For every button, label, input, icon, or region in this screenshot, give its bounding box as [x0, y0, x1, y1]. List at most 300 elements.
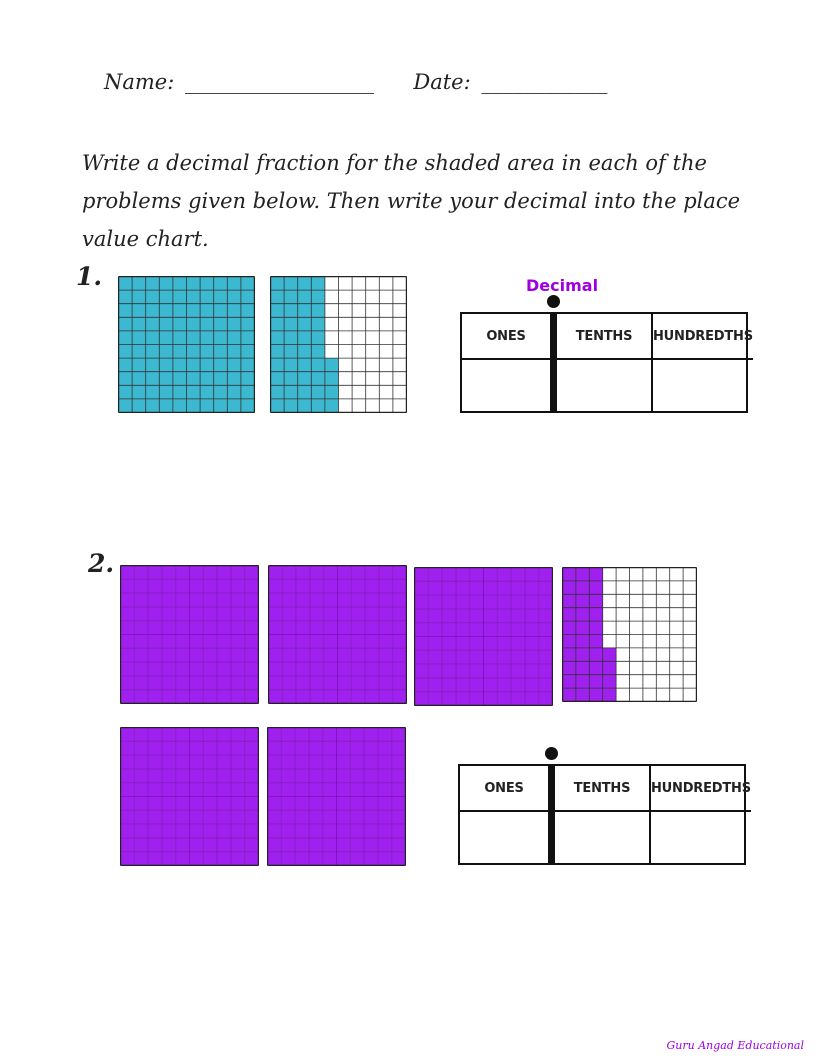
shaded-square: [365, 579, 379, 593]
shaded-square: [323, 838, 337, 852]
shaded-square: [203, 824, 217, 838]
shaded-square: [310, 676, 324, 690]
shaded-square: [442, 568, 456, 582]
shaded-square: [589, 568, 602, 581]
shaded-square: [323, 810, 337, 824]
shaded-square: [271, 345, 285, 359]
shaded-square: [511, 637, 525, 651]
shaded-square: [393, 593, 407, 607]
shaded-square: [214, 290, 228, 304]
shaded-square: [268, 824, 282, 838]
shaded-square: [162, 690, 176, 704]
shaded-square: [311, 385, 325, 399]
shaded-square: [497, 623, 511, 637]
shaded-square: [428, 623, 442, 637]
shaded-square: [351, 607, 365, 621]
shaded-square: [442, 637, 456, 651]
shaded-square: [134, 824, 148, 838]
shaded-square: [324, 579, 338, 593]
decimal-label: Decimal: [526, 276, 599, 295]
shaded-square: [148, 852, 162, 866]
shaded-square: [456, 664, 470, 678]
shaded-square: [442, 678, 456, 692]
shaded-square: [176, 593, 190, 607]
shaded-square: [309, 755, 323, 769]
shaded-square: [589, 688, 602, 701]
shaded-square: [364, 783, 378, 797]
shaded-square: [176, 566, 190, 580]
shaded-square: [241, 358, 255, 372]
shaded-square: [162, 810, 176, 824]
hundredths-answer-cell[interactable]: [653, 358, 753, 411]
shaded-square: [231, 783, 245, 797]
shaded-square: [497, 595, 511, 609]
shaded-square: [121, 635, 135, 649]
shaded-square: [241, 399, 255, 413]
shaded-square: [589, 635, 602, 648]
shaded-square: [173, 290, 187, 304]
shaded-square: [214, 399, 228, 413]
shaded-square: [325, 372, 339, 386]
shaded-square: [119, 290, 133, 304]
shaded-square: [269, 621, 283, 635]
shaded-square: [603, 688, 616, 701]
shaded-square: [217, 621, 231, 635]
shaded-square: [309, 838, 323, 852]
shaded-square: [200, 345, 214, 359]
shaded-square: [231, 621, 245, 635]
shaded-square: [309, 810, 323, 824]
shaded-square: [563, 635, 576, 648]
shaded-square: [350, 755, 364, 769]
shaded-square: [227, 277, 241, 291]
shaded-square: [271, 358, 285, 372]
shaded-square: [200, 277, 214, 291]
shaded-square: [245, 769, 259, 783]
shaded-square: [379, 566, 393, 580]
shaded-square: [176, 579, 190, 593]
hundred-grid-svg: [270, 276, 407, 413]
shaded-square: [134, 648, 148, 662]
shaded-square: [121, 662, 135, 676]
shaded-square: [563, 675, 576, 688]
shaded-square: [176, 690, 190, 704]
shaded-square: [134, 676, 148, 690]
shaded-square: [470, 678, 484, 692]
shaded-square: [203, 741, 217, 755]
date-blank[interactable]: ____________: [481, 70, 608, 94]
shaded-square: [324, 648, 338, 662]
shaded-square: [241, 290, 255, 304]
shaded-square: [121, 810, 135, 824]
shaded-square: [173, 317, 187, 331]
shaded-square: [214, 345, 228, 359]
shaded-square: [350, 797, 364, 811]
shaded-square: [187, 345, 201, 359]
shaded-square: [379, 662, 393, 676]
shaded-square: [378, 741, 392, 755]
shaded-square: [148, 769, 162, 783]
shaded-square: [203, 755, 217, 769]
shaded-square: [281, 852, 295, 866]
shaded-square: [217, 566, 231, 580]
shaded-square: [337, 783, 351, 797]
shaded-square: [525, 623, 539, 637]
shaded-square: [119, 317, 133, 331]
shaded-square: [350, 810, 364, 824]
shaded-square: [310, 621, 324, 635]
shaded-square: [484, 568, 498, 582]
shaded-square: [268, 755, 282, 769]
shaded-square: [173, 304, 187, 318]
shaded-square: [176, 852, 190, 866]
shaded-square: [187, 385, 201, 399]
tenths-header: TENTHS: [557, 314, 653, 358]
shaded-square: [415, 650, 429, 664]
shaded-square: [119, 372, 133, 386]
shaded-square: [148, 593, 162, 607]
shaded-square: [173, 385, 187, 399]
shaded-square: [281, 838, 295, 852]
shaded-square: [245, 755, 259, 769]
shaded-square: [245, 838, 259, 852]
shaded-square: [337, 838, 351, 852]
shaded-square: [379, 621, 393, 635]
shaded-square: [214, 372, 228, 386]
shaded-square: [132, 358, 146, 372]
shaded-square: [282, 621, 296, 635]
shaded-square: [231, 579, 245, 593]
shaded-square: [245, 852, 259, 866]
shaded-square: [281, 741, 295, 755]
shaded-square: [162, 755, 176, 769]
name-date-line: [104, 70, 611, 94]
shaded-square: [203, 566, 217, 580]
shaded-square: [325, 399, 339, 413]
shaded-square: [200, 385, 214, 399]
shaded-square: [203, 621, 217, 635]
shaded-square: [364, 755, 378, 769]
shaded-square: [603, 648, 616, 661]
shaded-square: [295, 769, 309, 783]
shaded-square: [484, 609, 498, 623]
shaded-square: [589, 594, 602, 607]
tenths-answer-cell[interactable]: [555, 810, 651, 863]
shaded-square: [298, 358, 312, 372]
shaded-square: [176, 810, 190, 824]
shaded-square: [269, 566, 283, 580]
shaded-square: [296, 662, 310, 676]
shaded-square: [146, 372, 160, 386]
shaded-square: [337, 824, 351, 838]
shaded-square: [295, 755, 309, 769]
shaded-square: [227, 399, 241, 413]
shaded-square: [309, 824, 323, 838]
decimal-point-icon: [547, 295, 560, 308]
shaded-square: [231, 690, 245, 704]
ones-answer-cell[interactable]: [460, 810, 548, 863]
shaded-square: [148, 728, 162, 742]
shaded-square: [365, 676, 379, 690]
shaded-square: [393, 621, 407, 635]
shaded-square: [284, 304, 298, 318]
shaded-square: [203, 579, 217, 593]
decimal-divider: [550, 314, 557, 358]
hundredths-header: HUNDREDTHS: [653, 328, 753, 344]
shaded-square: [456, 637, 470, 651]
shaded-square: [281, 755, 295, 769]
shaded-square: [589, 581, 602, 594]
shaded-square: [231, 566, 245, 580]
shaded-square: [484, 581, 498, 595]
shaded-square: [245, 579, 259, 593]
shaded-square: [378, 824, 392, 838]
shaded-square: [187, 317, 201, 331]
shaded-square: [378, 755, 392, 769]
shaded-square: [456, 678, 470, 692]
shaded-square: [284, 399, 298, 413]
shaded-square: [525, 650, 539, 664]
shaded-square: [203, 676, 217, 690]
shaded-square: [271, 290, 285, 304]
shaded-square: [203, 593, 217, 607]
shaded-square: [563, 568, 576, 581]
shaded-square: [298, 304, 312, 318]
shaded-square: [173, 331, 187, 345]
shaded-square: [539, 568, 553, 582]
shaded-square: [269, 593, 283, 607]
shaded-square: [217, 797, 231, 811]
shaded-square: [378, 728, 392, 742]
shaded-square: [309, 769, 323, 783]
shaded-square: [311, 317, 325, 331]
shaded-square: [190, 797, 204, 811]
shaded-square: [539, 595, 553, 609]
shaded-square: [470, 637, 484, 651]
shaded-square: [576, 688, 589, 701]
shaded-square: [497, 609, 511, 623]
shaded-square: [298, 277, 312, 291]
shaded-square: [338, 566, 352, 580]
shaded-square: [146, 345, 160, 359]
shaded-square: [217, 579, 231, 593]
shaded-square: [231, 769, 245, 783]
tenths-header: TENTHS: [555, 766, 651, 810]
shaded-square: [162, 607, 176, 621]
tenths-answer-cell[interactable]: [557, 358, 653, 411]
shaded-square: [227, 345, 241, 359]
shaded-square: [563, 621, 576, 634]
shaded-square: [132, 331, 146, 345]
shaded-square: [132, 290, 146, 304]
shaded-square: [379, 579, 393, 593]
shaded-square: [200, 331, 214, 345]
shaded-square: [217, 690, 231, 704]
shaded-square: [245, 783, 259, 797]
shaded-square: [351, 635, 365, 649]
shaded-square: [576, 648, 589, 661]
shaded-square: [295, 728, 309, 742]
shaded-square: [282, 648, 296, 662]
shaded-square: [268, 852, 282, 866]
shaded-square: [497, 568, 511, 582]
shaded-square: [214, 385, 228, 399]
shaded-square: [134, 810, 148, 824]
shaded-square: [231, 741, 245, 755]
shaded-square: [119, 331, 133, 345]
shaded-square: [296, 648, 310, 662]
shaded-square: [148, 755, 162, 769]
shaded-square: [148, 741, 162, 755]
shaded-square: [231, 593, 245, 607]
shaded-square: [497, 692, 511, 706]
shaded-square: [324, 593, 338, 607]
shaded-square: [310, 690, 324, 704]
shaded-square: [351, 621, 365, 635]
shaded-square: [146, 290, 160, 304]
problem-1-number: 1.: [76, 262, 103, 291]
shaded-square: [190, 607, 204, 621]
shaded-square: [364, 769, 378, 783]
name-blank[interactable]: __________________: [185, 70, 374, 94]
shaded-square: [214, 304, 228, 318]
problem-2-place-value-chart: [458, 764, 751, 865]
shaded-square: [456, 595, 470, 609]
shaded-square: [231, 755, 245, 769]
shaded-square: [484, 664, 498, 678]
shaded-square: [589, 648, 602, 661]
shaded-square: [428, 609, 442, 623]
ones-header: ONES: [484, 780, 524, 796]
shaded-square: [268, 838, 282, 852]
shaded-square: [603, 661, 616, 674]
shaded-square: [176, 769, 190, 783]
shaded-square: [470, 650, 484, 664]
shaded-square: [159, 345, 173, 359]
shaded-square: [190, 810, 204, 824]
shaded-square: [271, 317, 285, 331]
shaded-square: [378, 783, 392, 797]
shaded-square: [309, 852, 323, 866]
shaded-square: [539, 609, 553, 623]
shaded-square: [148, 621, 162, 635]
shaded-square: [525, 581, 539, 595]
shaded-square: [324, 690, 338, 704]
shaded-square: [324, 635, 338, 649]
shaded-square: [298, 290, 312, 304]
shaded-square: [311, 399, 325, 413]
shaded-square: [484, 595, 498, 609]
shaded-square: [245, 676, 259, 690]
decimal-divider: [548, 810, 555, 863]
shaded-square: [350, 741, 364, 755]
shaded-square: [525, 609, 539, 623]
shaded-square: [351, 676, 365, 690]
shaded-square: [563, 594, 576, 607]
problem-1-grid-2: [270, 276, 407, 413]
hundred-grid-svg: [268, 565, 407, 704]
shaded-square: [337, 728, 351, 742]
shaded-square: [311, 372, 325, 386]
shaded-square: [134, 579, 148, 593]
shaded-square: [442, 623, 456, 637]
shaded-square: [338, 635, 352, 649]
shaded-square: [187, 277, 201, 291]
shaded-square: [296, 579, 310, 593]
shaded-square: [146, 399, 160, 413]
shaded-square: [203, 810, 217, 824]
shaded-square: [364, 728, 378, 742]
shaded-square: [379, 676, 393, 690]
shaded-square: [539, 623, 553, 637]
shaded-square: [337, 810, 351, 824]
shaded-square: [563, 688, 576, 701]
decimal-point-icon: [545, 747, 558, 760]
shaded-square: [148, 579, 162, 593]
ones-header: ONES: [486, 328, 526, 344]
shaded-square: [217, 593, 231, 607]
shaded-square: [159, 358, 173, 372]
shaded-square: [351, 566, 365, 580]
shaded-square: [310, 635, 324, 649]
ones-answer-cell[interactable]: [462, 358, 550, 411]
shaded-square: [187, 304, 201, 318]
shaded-square: [428, 692, 442, 706]
shaded-square: [311, 358, 325, 372]
shaded-square: [148, 824, 162, 838]
shaded-square: [148, 635, 162, 649]
shaded-square: [214, 358, 228, 372]
shaded-square: [284, 358, 298, 372]
shaded-square: [298, 385, 312, 399]
shaded-square: [190, 728, 204, 742]
shaded-square: [310, 648, 324, 662]
shaded-square: [442, 595, 456, 609]
shaded-square: [200, 399, 214, 413]
shaded-square: [364, 852, 378, 866]
shaded-square: [311, 331, 325, 345]
shaded-square: [379, 635, 393, 649]
shaded-square: [162, 824, 176, 838]
shaded-square: [190, 662, 204, 676]
shaded-square: [324, 566, 338, 580]
shaded-square: [456, 568, 470, 582]
shaded-square: [214, 277, 228, 291]
shaded-square: [159, 277, 173, 291]
shaded-square: [470, 595, 484, 609]
shaded-square: [268, 783, 282, 797]
shaded-square: [525, 568, 539, 582]
shaded-square: [415, 678, 429, 692]
shaded-square: [134, 566, 148, 580]
shaded-square: [525, 595, 539, 609]
shaded-square: [245, 741, 259, 755]
shaded-square: [121, 648, 135, 662]
shaded-square: [231, 810, 245, 824]
shaded-square: [525, 678, 539, 692]
shaded-square: [282, 690, 296, 704]
shaded-square: [217, 769, 231, 783]
shaded-square: [176, 621, 190, 635]
shaded-square: [338, 593, 352, 607]
hundredths-answer-cell[interactable]: [651, 810, 751, 863]
shaded-square: [309, 797, 323, 811]
name-label: Name:: [104, 70, 175, 94]
shaded-square: [146, 304, 160, 318]
shaded-square: [203, 769, 217, 783]
shaded-square: [456, 650, 470, 664]
shaded-square: [217, 838, 231, 852]
